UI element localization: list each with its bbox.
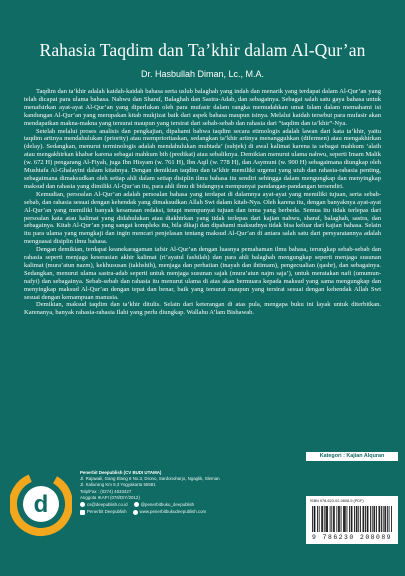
barcode-bar (319, 506, 320, 532)
barcode-bar (365, 506, 366, 532)
barcode-box (306, 496, 398, 544)
barcode-bar (381, 506, 382, 532)
barcode-bar (334, 506, 335, 532)
barcode-bar (338, 506, 339, 532)
publisher-address-line: Jl. Rajawali, Gang Elang 6 No.3, Drono, Sardonoharjo, Ngaglik, Sleman (80, 476, 220, 482)
barcode-bar (363, 506, 364, 532)
barcode-bar (352, 506, 353, 532)
publisher-address-line: Jl. Kaliurang Km 9,3 Yogyakarta 55581 (80, 482, 156, 488)
barcode-bar (331, 506, 332, 532)
barcode-bar (358, 506, 359, 532)
synopsis-paragraph: Demikian, maksud taqdim dan ta’khir ditulis. Selain dari keterangan di atas pula, mengapa buku ini layak untuk diterbitkan. Karenanya, banyak rahasia-rahasia Ilahi yang perlu diungkap. Wallahu A’lam Bishawab. (24, 301, 381, 317)
barcode-bar (339, 506, 340, 532)
instagram-icon (134, 502, 139, 507)
barcode-bar (370, 506, 371, 532)
isbn-text: ISBN 978-623-02-0808-9 (PDF) (310, 499, 364, 503)
synopsis-paragraph: Setelah melalui proses analisis dan pengkajian, dipahami bahwa taqdim secara etimologis adalah lawan dari kata ta’khir, yaitu taqdim artinya mendahulukan (priority) atau memprioritaskan, sedangkan ta’khir artinya menangguhkan (difermen) atau mengakhirkan (delay). Sedangkan, menurut terminologis adalah mendahulukan mubtada’ (subjek) di awal kalimat karena ia sebagai mahkum ‘alaih atau mengakhirkan khabar karena sebagai mahkum bih (predikat) atau sebaliknya. Demikian menurut ulama nahwu, seperti Imam Malik (w. 672 H) pengarang Al-Fiyah, juga Ibn Hisyam (w. 761 H), Ibn Aqil (w. 778 H), dan Asymuni (w. 900 H) sebagaimana diungkap oleh Mushtafa Al-Ghalayini dalam kitabnya. Dengan demikian taqdim dan ta’khir memiliki urgensi yang utuh dan rahasia-rahasia penting, sebagaimana dimaksudkan oleh setiap ahli dalam setiap disiplin ilmu bahasa itu sendiri sehingga dalam mengungkap dan menyingkap maksud dan rahasia yang dimiliki Al-Qur’an itu, para ahli ilmu di bidangnya mempunyai pandangan-pandangan tersendiri. (24, 127, 381, 190)
barcode-bar (391, 506, 392, 532)
category-label: Kategori : Kajian Alquran (306, 452, 398, 461)
barcode-bar (360, 506, 361, 532)
barcode-bar (330, 506, 331, 532)
barcode-bar (322, 506, 323, 532)
publisher-phone: Telp/Fax : (0274) 4533427 (80, 488, 132, 494)
synopsis-paragraph: Kemudian, persoalan Al-Qur’an adalah persoalan bahasa yang terdapat di dalamnya ayat-ayat yang memiliki tujuan, serta sebab-sebab, dan rahasia sesuai dengan kehendak yang dimaksudkan Allah Swt dalam kitab-Nya. Oleh karena itu, dengan banyaknya ayat-ayat Al-Qur’an yang memiliki banyak kesamaan redaksi, tetapi mempunyai tujuan dan tema yang berbeda. Semua itu tidak terlepas dari persoalan kata atau kalimat yang didahulukan atau diakhirkan yang tidak terlepas dari kajian nahwu, sharaf, balaghah, sastra, dan sebagainya. Kitab Al-Qur’an yang sangat kompleks itu, bila dikaji dan dipahami maksudnya tidak bisa keluar dari kajian bahasa. Selain itu para ulama yang mengkaji dan ingin mencari penjelasan tentang maksud Al-Qur’an di antara salah satu dari persyaratannya adalah menguasai disiplin ilmu bahasa. (24, 190, 381, 246)
email-icon (80, 502, 85, 507)
barcode-bar (376, 506, 377, 532)
barcode-bar (343, 506, 344, 532)
barcode-bar (368, 506, 369, 532)
barcode-numbers: 9 786230 208089 (311, 534, 393, 541)
barcode-bar (354, 506, 355, 532)
barcode-bar (374, 506, 375, 532)
barcode-bar (357, 506, 358, 532)
publisher-ikapi: Anggota IKAPI (076/DIY/2012) (80, 494, 140, 500)
barcode-bar (349, 506, 350, 532)
globe-icon (133, 510, 138, 515)
barcode-bar (327, 506, 328, 532)
barcode-icon (312, 506, 392, 532)
publisher-logo-icon (10, 464, 72, 548)
barcode-bar (367, 506, 368, 532)
barcode-bar (379, 506, 380, 532)
barcode-bar (363, 506, 364, 532)
barcode-bar (389, 506, 390, 532)
barcode-bar (336, 506, 337, 532)
synopsis-paragraph: Dengan demikian, terdapat keanekaragaman tafsir Al-Qur’an dengan luasnya pemahaman ilmu bahasa, terungkap sebab-sebab dan rahasia seperti menjaga keserasian akhir kalimat (ri’ayatul fashilah) dan para ahli balaghah mengungkap seperti menjaga susunan kalimat (mura’atun nazm), kekhususan (takhshih), menjaga dan perhatian (inayah dan ihtimam), pengecualian (qashr), dan sebagainya. Sedangkan, menurut ulama sastra-adab seperti untuk menjaga susunan sajak (mura’atun najm saja’), untuk meratakan nafi (umumun-nafyi) dan sebagainya. Sebab-sebab dan rahasia itu menurut ulama di atas akan bermuara kepada maksud yang sama mengungkap dan menyingkap maksud Al-Qur’an dengan tepat dan benar, baik yang tersurat maupun yang tersirat sesuai dengan kehendak Allah Swt sesuai dengan kemampuan manusia. (24, 246, 381, 301)
barcode-bar (385, 506, 386, 532)
barcode-bar (325, 506, 326, 532)
barcode-bar (326, 506, 327, 532)
publisher-logo-letter: d (33, 491, 49, 518)
synopsis (24, 88, 381, 434)
publisher-info (80, 470, 300, 515)
barcode-bar (373, 506, 374, 532)
barcode-bar (321, 506, 322, 532)
barcode-bar (347, 506, 348, 532)
barcode-bar (312, 506, 313, 532)
barcode-bar (345, 506, 346, 532)
barcode-bar (333, 506, 334, 532)
barcode-bar (384, 506, 385, 532)
facebook-icon (80, 510, 85, 515)
barcode-bar (379, 506, 380, 532)
publisher-website[interactable]: www.penerbitbukudeepublish.com (139, 509, 207, 515)
barcode-bar (315, 506, 316, 532)
barcode-bar (317, 506, 318, 532)
barcode-bar (383, 506, 384, 532)
barcode-bar (372, 506, 373, 532)
publisher-email[interactable]: cs@deepublish.co.id (87, 502, 128, 508)
book-author: Dr. Hasbullah Diman, Lc., M.A. (140, 69, 265, 79)
synopsis-paragraph: Taqdim dan ta’khir adalah kaidah-kaidah bahasa serta uslub balaghah yang indah dan menarik yang terdapat dalam Al-Qur’an yang telah dicapai para ulama bahasa. Nahwu dan Sharaf, Balaghah dan Sastra-Adab, dan sebagainya. Sebagai salah satu gaya bahasa untuk menafsirkan ayat-ayat Al-Qur’an yang diperlukan oleh para mufasir dalam rangka memudahkan umat Islam dalam memahami isi kandungan Al-Qur’an yang merupakan kitab mukjizat baik dari aspek bahasa maupun isinya. Melalui kaidah tersebut para mufasir akan mendapatkan makna-makna yang tersurat maupun yang tersirat dari sebab-sebab dan rahasia dari “taqdim dan ta’khir”-Nya. (24, 88, 381, 127)
barcode-bar (324, 506, 325, 532)
barcode-bar (356, 506, 357, 532)
publisher-instagram[interactable]: @penerbitbuku_deepublish (140, 502, 195, 508)
barcode-bar (341, 506, 342, 532)
barcode-bar (344, 506, 345, 532)
publisher-name: Penerbit Deepublish (CV BUDI UTAMA) (80, 470, 162, 475)
barcode-bar (314, 506, 315, 532)
barcode-bar (351, 506, 352, 532)
book-title: Rahasia Taqdim dan Ta’khir dalam Al-Qur’an (39, 40, 366, 60)
publisher-facebook[interactable]: Penerbit Deepublish (87, 509, 127, 515)
barcode-bar (387, 506, 388, 532)
